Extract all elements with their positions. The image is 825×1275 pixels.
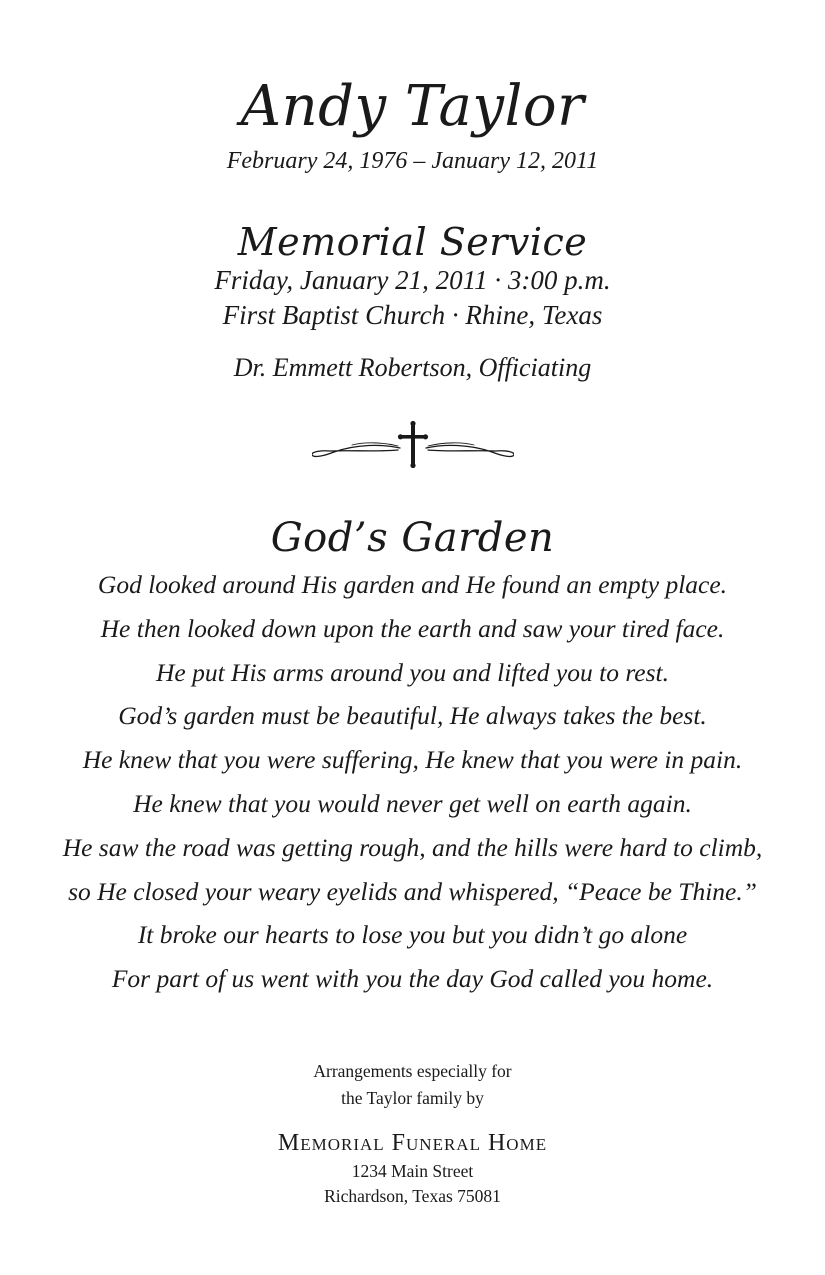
- arrangements-line-2: the Taylor family by: [341, 1088, 484, 1108]
- poem-line: He knew that you would never get well on earth again.: [133, 788, 692, 818]
- cross-ornament-divider: [312, 420, 514, 468]
- service-officiant: Dr. Emmett Robertson, Officiating: [233, 353, 592, 382]
- poem-line: so He closed your weary eyelids and whispered, “Peace be Thine.”: [68, 876, 757, 906]
- arrangements-line-1: Arrangements especially for: [313, 1061, 512, 1081]
- poem-line: He put His arms around you and lifted you to rest.: [155, 657, 670, 687]
- cross-icon: [398, 421, 428, 468]
- funeral-home-street: 1234 Main Street: [351, 1161, 474, 1181]
- poem-line: He knew that you were suffering, He knew that you were in pain.: [82, 745, 743, 775]
- service-datetime: Friday, January 21, 2011 · 3:00 p.m.: [214, 265, 611, 295]
- poem-line: It broke our hearts to lose you but you didn’t go alone: [137, 920, 688, 950]
- service-location: First Baptist Church · Rhine, Texas: [222, 300, 603, 330]
- right-flourish: [426, 445, 514, 456]
- deceased-name: Andy Taylor: [240, 74, 585, 139]
- life-dates: February 24, 1976 – January 12, 2011: [226, 148, 599, 174]
- poem-line: For part of us went with you the day God called you home.: [111, 964, 714, 994]
- left-flourish: [312, 445, 400, 456]
- poem-line: God looked around His garden and He found an empty place.: [97, 570, 728, 599]
- poem-line: He saw the road was getting rough, and the hills were hard to climb,: [62, 832, 763, 862]
- poem-line: God’s garden must be beautiful, He always takes the best.: [118, 701, 707, 731]
- service-title: Memorial Service: [237, 220, 588, 264]
- funeral-home-name: Memorial Funeral Home: [277, 1130, 548, 1156]
- poem-line: He then looked down upon the earth and saw your tired face.: [100, 613, 725, 643]
- poem-title: God’s Garden: [270, 515, 555, 561]
- funeral-home-city: Richardson, Texas 75081: [324, 1186, 501, 1206]
- poem-body: [0, 563, 825, 1001]
- arrangements-note: [0, 1058, 825, 1112]
